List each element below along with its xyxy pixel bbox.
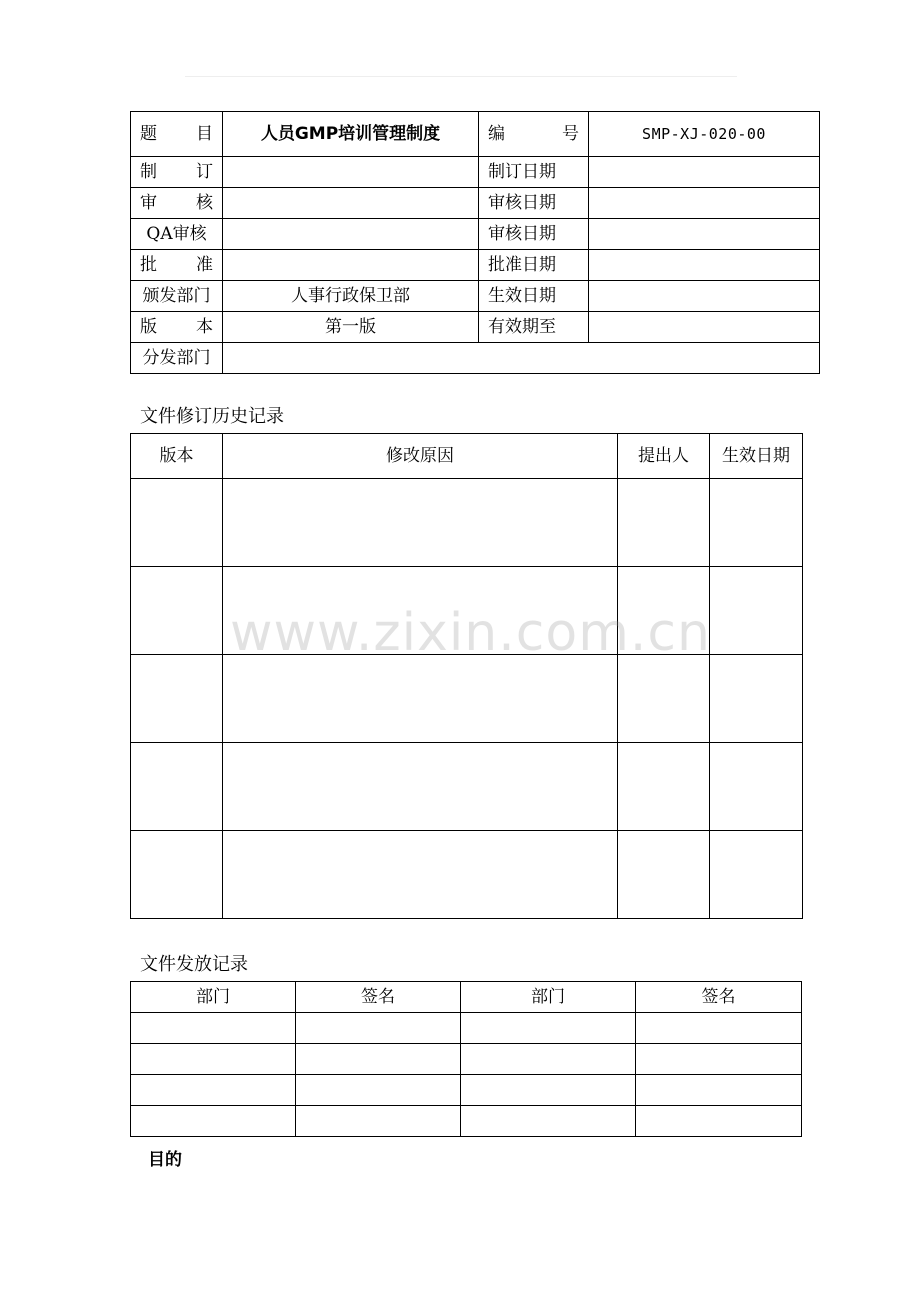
title-row: [131, 112, 820, 157]
table-cell: [131, 655, 223, 743]
label-cell: [131, 157, 223, 188]
table-row: [131, 743, 803, 831]
table-cell: [131, 1044, 296, 1075]
qa-review-label: QA审核: [131, 219, 223, 250]
issuing-dept-label: 颁发部门: [131, 281, 223, 312]
table-cell: [296, 1075, 461, 1106]
info-row: [131, 188, 820, 219]
distribution-row: [131, 343, 820, 374]
info-row: [131, 157, 820, 188]
title-label-cell: [131, 112, 223, 157]
table-cell: [636, 1075, 802, 1106]
table-cell: [710, 743, 803, 831]
title-label-char-1: 题: [140, 123, 157, 144]
date-label: 生效日期: [479, 281, 589, 312]
table-cell: [710, 479, 803, 567]
column-header: 部门: [131, 982, 296, 1013]
table-cell: [223, 655, 618, 743]
table-cell: [131, 479, 223, 567]
distribution-dept-value: [223, 343, 820, 374]
label-cell: [131, 312, 223, 343]
label-char-1: 制: [140, 161, 157, 182]
column-header: 生效日期: [710, 434, 803, 479]
label-char-2: 核: [196, 192, 213, 213]
label-char-2: 准: [196, 254, 213, 275]
table-cell: [131, 1106, 296, 1137]
table-cell: [710, 567, 803, 655]
number-label-char-1: 编: [488, 123, 505, 144]
table-cell: [618, 831, 710, 919]
table-cell: [710, 831, 803, 919]
title-label-char-2: 目: [196, 123, 213, 144]
table-cell: [461, 1044, 636, 1075]
distribution-dept-label: 分发部门: [131, 343, 223, 374]
number-label-cell: [479, 112, 589, 157]
date-label: 制订日期: [479, 157, 589, 188]
document-title-cell: [223, 112, 479, 157]
qa-reviewer-value: [223, 219, 479, 250]
table-cell: [296, 1044, 461, 1075]
issuing-dept-value: 人事行政保卫部: [223, 281, 479, 312]
table-cell: [636, 1013, 802, 1044]
reviewer-value: [223, 188, 479, 219]
table-cell: [618, 479, 710, 567]
table-cell: [296, 1106, 461, 1137]
revision-history-table: [130, 433, 803, 919]
info-row: [131, 219, 820, 250]
document-number-cell: [589, 112, 820, 157]
table-header-row: [131, 434, 803, 479]
section-title-purpose: 目的: [148, 1150, 182, 1170]
table-cell: [223, 479, 618, 567]
approver-value: [223, 250, 479, 281]
distribution-record-table: [130, 981, 802, 1137]
watermark: www.zixin.com.cn: [230, 603, 711, 663]
table-row: [131, 1044, 802, 1075]
label-char-1: 审: [140, 192, 157, 213]
table-cell: [296, 1013, 461, 1044]
table-row: [131, 655, 803, 743]
table-cell: [710, 655, 803, 743]
table-cell: [131, 831, 223, 919]
qa-review-date-value: [589, 219, 820, 250]
revision-history-heading: 文件修订历史记录: [140, 406, 284, 427]
label-char-2: 订: [196, 161, 213, 182]
table-cell: [618, 743, 710, 831]
info-row: [131, 281, 820, 312]
effective-date-value: [589, 281, 820, 312]
label-cell: [131, 188, 223, 219]
table-cell: [223, 743, 618, 831]
label-char-1: 批: [140, 254, 157, 275]
footer-mark: [440, 1213, 480, 1221]
table-cell: [618, 567, 710, 655]
table-cell: [223, 567, 618, 655]
version-value: 第一版: [223, 312, 479, 343]
table-cell: [223, 831, 618, 919]
document-title: 人员GMP培训管理制度: [260, 123, 441, 144]
table-row: [131, 831, 803, 919]
document-number: SMP-XJ-020-00: [642, 124, 766, 143]
table-row: [131, 479, 803, 567]
date-label: 有效期至: [479, 312, 589, 343]
table-cell: [131, 743, 223, 831]
table-header-row: [131, 982, 802, 1013]
column-header: 修改原因: [223, 434, 618, 479]
table-cell: [131, 567, 223, 655]
table-cell: [461, 1106, 636, 1137]
table-cell: [618, 655, 710, 743]
table-cell: [461, 1013, 636, 1044]
date-label: 审核日期: [479, 188, 589, 219]
table-cell: [131, 1075, 296, 1106]
document-info-table: [130, 111, 820, 374]
table-row: [131, 567, 803, 655]
table-row: [131, 1075, 802, 1106]
table-row: [131, 1106, 802, 1137]
info-row: [131, 312, 820, 343]
header-rule: [185, 76, 737, 77]
table-cell: [131, 1013, 296, 1044]
column-header: 部门: [461, 982, 636, 1013]
label-cell: [131, 250, 223, 281]
table-row: [131, 1013, 802, 1044]
review-date-value: [589, 188, 820, 219]
table-cell: [636, 1106, 802, 1137]
draft-date-value: [589, 157, 820, 188]
approval-date-value: [589, 250, 820, 281]
date-label: 审核日期: [479, 219, 589, 250]
valid-until-value: [589, 312, 820, 343]
column-header: 签名: [636, 982, 802, 1013]
label-char-2: 本: [196, 316, 213, 337]
label-char-1: 版: [140, 316, 157, 337]
column-header: 签名: [296, 982, 461, 1013]
info-row: [131, 250, 820, 281]
distribution-record-heading: 文件发放记录: [140, 954, 248, 975]
table-cell: [636, 1044, 802, 1075]
column-header: 提出人: [618, 434, 710, 479]
date-label: 批准日期: [479, 250, 589, 281]
drafter-value: [223, 157, 479, 188]
column-header: 版本: [131, 434, 223, 479]
table-cell: [461, 1075, 636, 1106]
number-label-char-2: 号: [562, 123, 579, 144]
